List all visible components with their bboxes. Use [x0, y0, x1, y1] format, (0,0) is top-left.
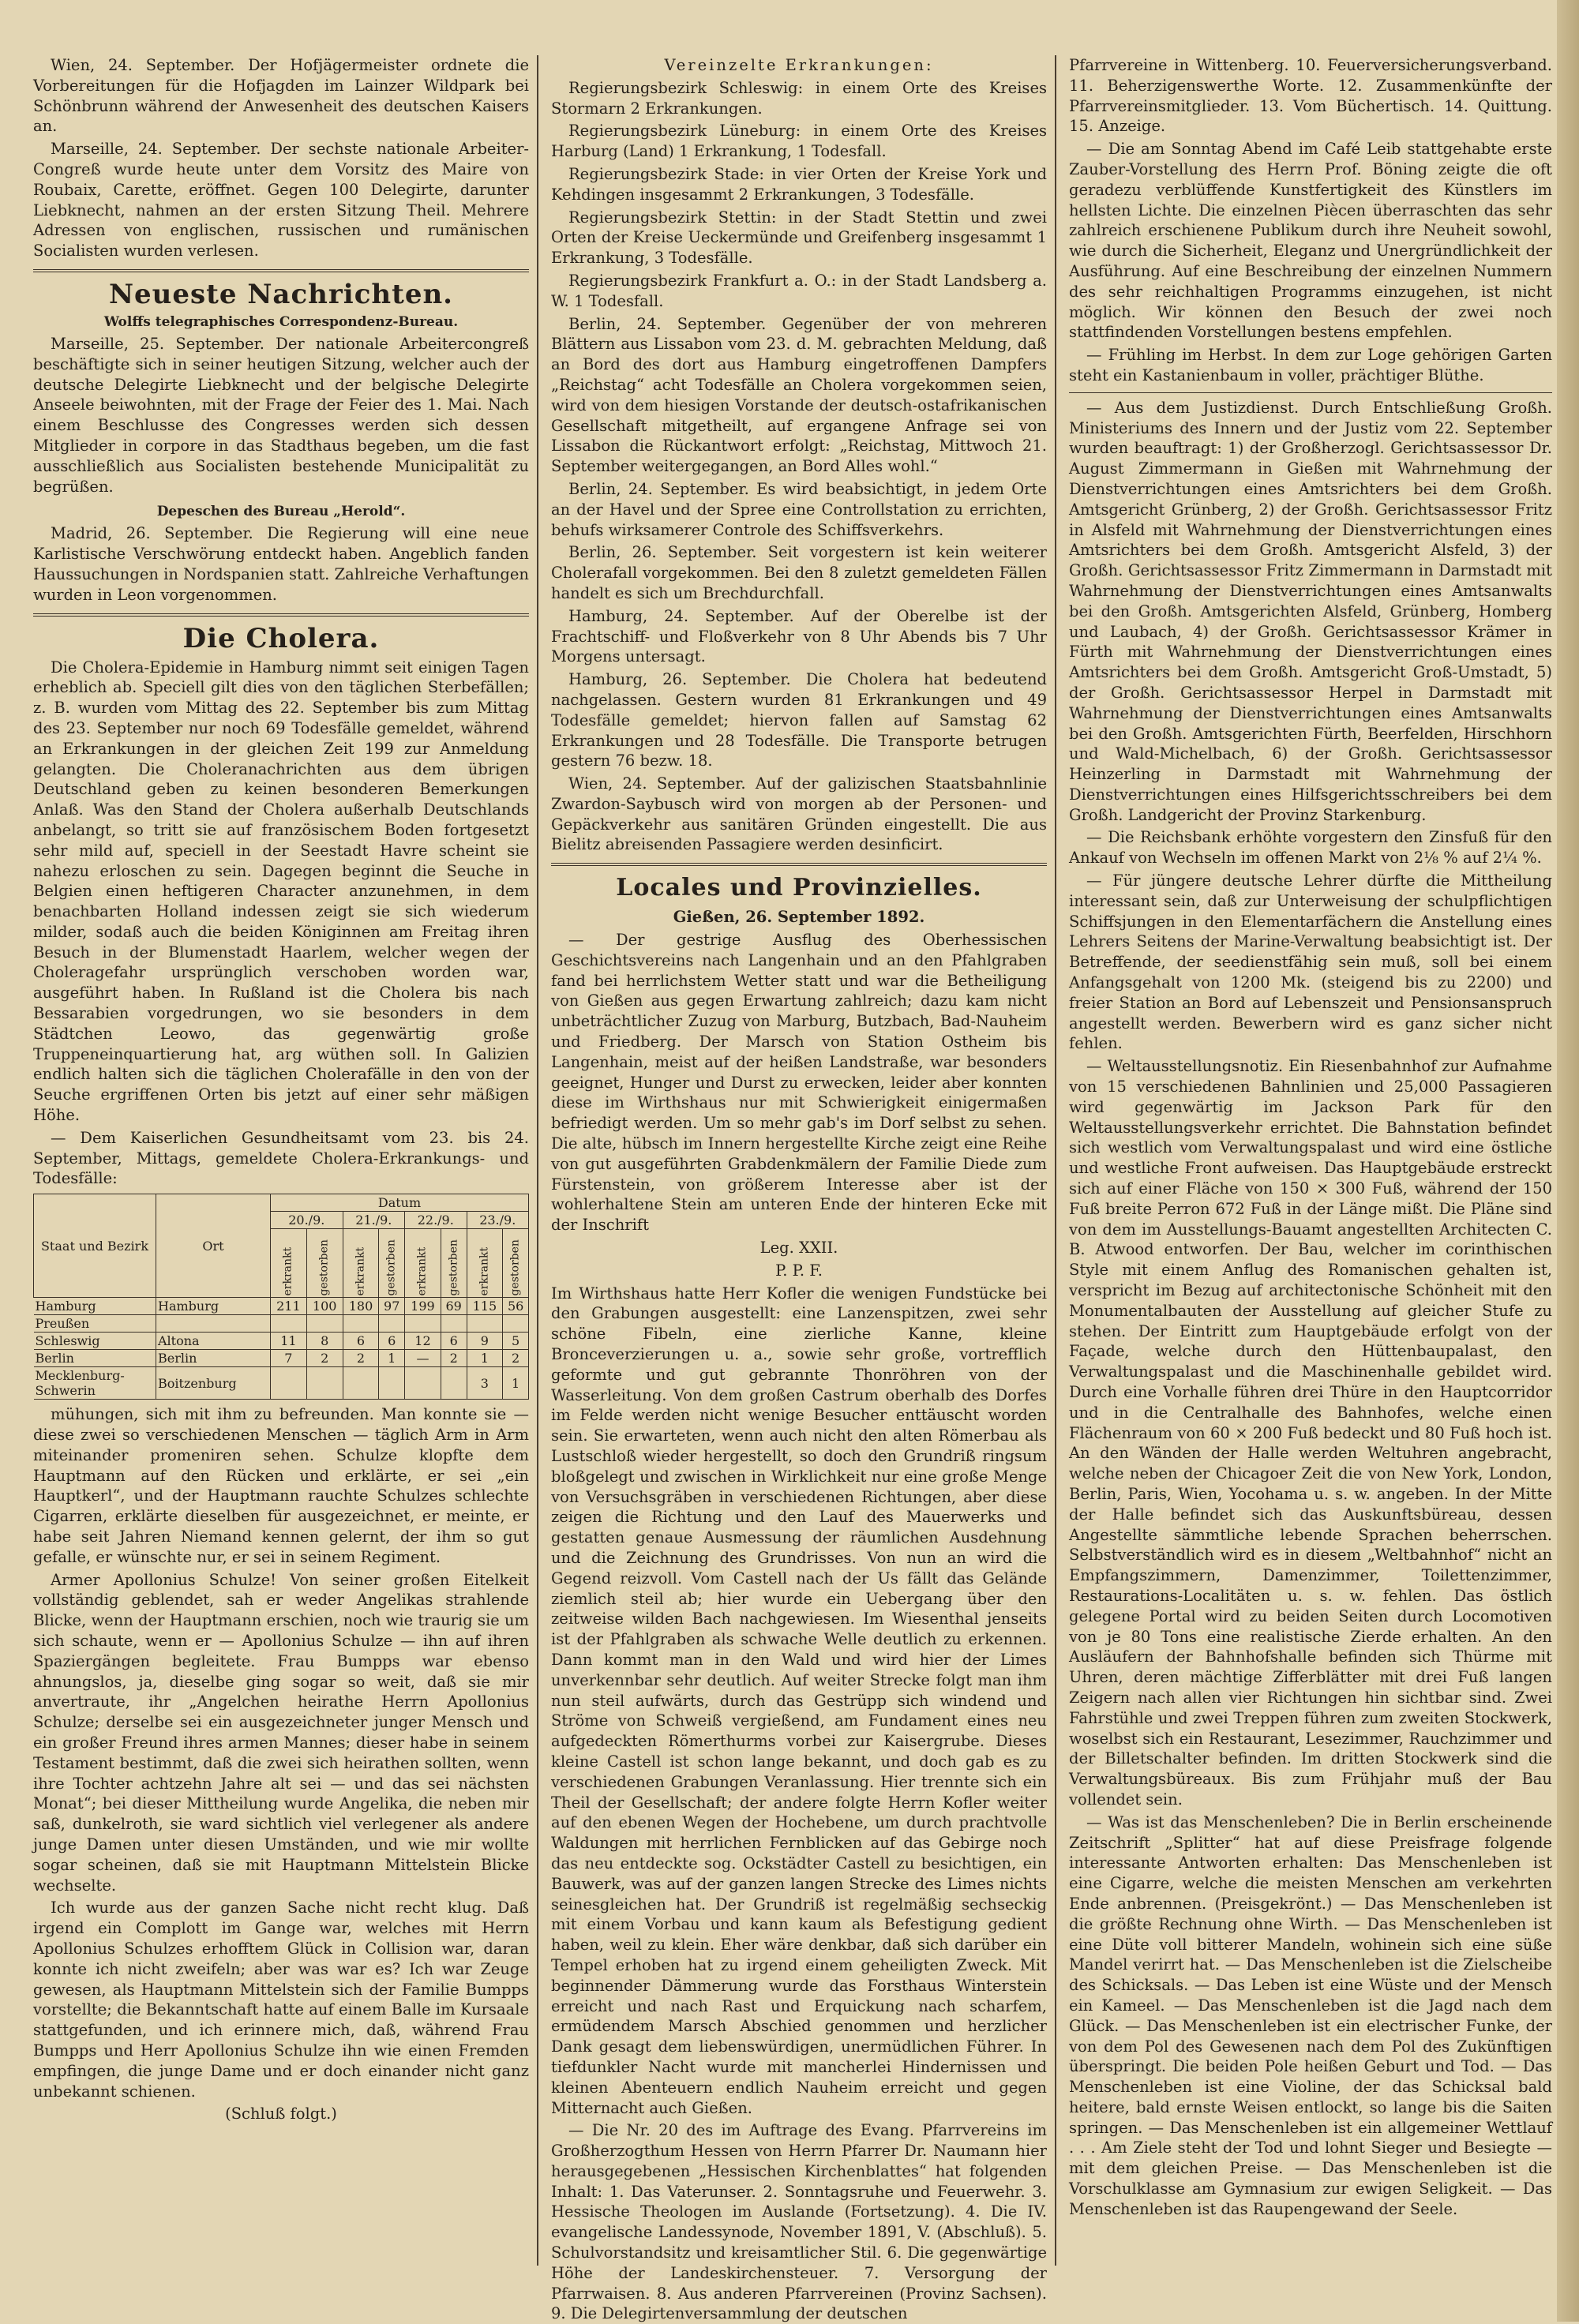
table-row	[34, 1315, 529, 1333]
article-cholera-table-intro: — Dem Kaiserlichen Gesundheitsamt vom 23. bis 24. September, Mittags, gemeldete Cholera-Erkrankungs- und Todesfälle:	[33, 1128, 529, 1188]
table-cell-value: 9	[467, 1333, 503, 1350]
cholera-table	[33, 1194, 529, 1400]
report-frankfurt: Regierungsbezirk Frankfurt a. O.: in der Stadt Landsberg a. W. 1 Todesfall.	[551, 271, 1047, 310]
bureau-heading-herold: Depeschen des Bureau „Herold“.	[156, 504, 406, 520]
article-geschichtsverein-cont: Im Wirthshaus hatte Herr Kofler die wenigen Fundstücke bei den Grabungen ausgestellt: eine Lanzenspitzen, zwei sehr schöne Fibeln, eine zierliche Kanne, kleine Bronceverzierungen u. a., sowie sehr große, vortrefflich geformte und gut gebrannte Thonröhren von der Wasserleitung. Von dem großen Castrum oberhalb des Dorfes im Felde werden nicht wenige Besucher enttäuscht worden sein. Sie erwarteten, wenn auch nicht den alten Römerbau als Lustschloß wieder hergestellt, so doch den Grundriß ringsum bloßgelegt und zwischen in Wirklichkeit nur eine große Menge von Versuchsgräben in verschiedenen Richtungen, aber diese zeigen die Richtung und den Lauf des Mauerwerks und gestatten genaue Ausmessung der räumlichen Ausdehnung und die Zeichnung des Grundrisses. Von nun an wird die Gegend reizvoll. Vom Castell nach der Us fällt das Gelände ziemlich steil ab; hier wurde ein Uebergang über den zeitweise wilden Bach nachgewiesen. Im Wiesenthal jenseits ist der Pfahlgraben als schwache Welle deutlich zu erkennen. Dann kommt man in den Wald und wird hier der Limes unverkennbar sehr deutlich. Auf weiter Strecke folgt man ihm nun steil aufwärts, durch das Gestrüpp sich windend und Ströme von Schweiß vergießend, am Fundament eines neu aufgedeckten Römerthurms vorbei zur Kaisergrube. Dieses kleine Castell ist schon lange bekannt, und doch gab es zu verschiedenen Grabungen Veranlassung. Hier trennte sich ein Theil der Gesellschaft; der andere folgte Herrn Kofler weiter auf den ebenen Wegen der Hochebene, um durch prachtvolle Waldungen mit herrlichen Fernblicken auf das Gebirge noch das neu entdeckte sog. Ockstädter Castell zu besichtigen, ein Bauwerk, was auf der ganzen langen Strecke des Limes nichts seinesgleichen hat. Der Grundriß ist regelmäßig sechseckig mit einem Vorbau und kann kaum als Befestigung gedient haben, weil zu klein. Eher wäre denkbar, daß sich darüber ein Tempel erhoben hat zu irgend einem geheiligten Zweck. Mit beginnender Dämmerung wurde das Forsthaus Winterstein erreicht und nach Rast und Erquickung nach scharfem, ermüdendem Marsch Abschied genommen und herzlicher Dank gesagt dem liebenswürdigen, unermüdlichen Führer. In tiefdunkler Nacht wurde mit mancherlei Hindernissen und kleinen Abenteuern endlich Nauheim erreicht und gegen Mitternacht auch Gießen.	[551, 1284, 1047, 2117]
section-rule	[551, 863, 1047, 866]
table-cell-value	[441, 1367, 467, 1400]
table-cell-value	[343, 1367, 379, 1400]
report-stettin: Regierungsbezirk Stettin: in der Stadt Stettin und zwei Orten der Kreise Ueckermünde und Greifenberg insgesammt 1 Erkrankung, 3 Todesfälle.	[551, 208, 1047, 268]
section-title-neueste: Neueste Nachrichten.	[108, 278, 454, 310]
table-cell-value	[503, 1315, 529, 1333]
section-rule	[33, 269, 529, 272]
table-cell-value: 7	[271, 1350, 307, 1367]
article-hamburg-2: Hamburg, 26. September. Die Cholera hat bedeutend nachgelassen. Gestern wurden 81 Erkrankungen und 49 Todesfälle gemeldet; hiervon fallen auf Samstag 62 Erkrankungen und 28 Todesfälle. Die Transporte betrugen gestern 76 bezw. 18.	[551, 670, 1047, 770]
table-date: 21./9.	[343, 1212, 404, 1229]
feuilleton-paragraph: Ich wurde aus der ganzen Sache nicht recht klug. Daß irgend ein Complott im Gange war, welches mit Herrn Apollonius Schulzes erhofftem Glück in Collision war, daran konnte ich nicht zweifeln; aber was war es? Ich war Zeuge gewesen, als Hauptmann Mittelstein sich der Familie Bumpps vorstellte; die Bekanntschaft hatte auf einem Balle im Kursaale stattgefunden, und ich erinnere mich, daß, während Frau Bumpps und Herr Apollonius Schulze ihn wie einen Fremden empfingen, die junge Dame und er doch einander nicht ganz unbekannt schienen.	[33, 1899, 529, 2101]
newspaper-page	[24, 55, 1555, 2323]
table-date: 20./9.	[271, 1212, 343, 1229]
table-cell-value: 211	[271, 1298, 307, 1315]
table-cell-value	[343, 1315, 379, 1333]
article-hamburg-1: Hamburg, 24. September. Auf der Oberelbe ist der Frachtschiff- und Floßverkehr von 8 Uhr Abends bis 7 Uhr Morgens untersagt.	[551, 606, 1047, 666]
table-sub-erkrankt: erkrankt	[478, 1247, 491, 1296]
table-cell-staat: Berlin	[34, 1350, 156, 1367]
feuilleton-paragraph: mühungen, sich mit ihm zu befreunden. Man konnte sie — diese zwei so verschiedenen Menschen — täglich Arm in Arm miteinander promeniren sehen. Schulze klopfte dem Hauptmann auf den Rücken und erklärte, er sei „ein Hauptkerl“, und der Hauptmann rauchte Schulzes schlechte Cigarren, erklärte dieselben für ausgezeichnet, er meinte, er habe seit Jahren Niemand kennen gelernt, der ihm so gut gefalle, er wünschte nur, er sei in seinem Regiment.	[33, 1405, 529, 1566]
table-cell-value: 97	[379, 1298, 405, 1315]
table-cell-staat: Schleswig	[34, 1333, 156, 1350]
report-lueneburg: Regierungsbezirk Lüneburg: in einem Orte des Kreises Harburg (Land) 1 Erkrankung, 1 Todesfall.	[551, 122, 1047, 161]
table-cell-value: 12	[405, 1333, 441, 1350]
report-schleswig: Regierungsbezirk Schleswig: in einem Orte des Kreises Stormarn 2 Erkrankungen.	[551, 78, 1047, 118]
article-berlin-2: Berlin, 24. September. Es wird beabsichtigt, in jedem Orte an der Havel und der Spree eine Controllstation zu errichten, behufs wirksamerer Controle des Schiffsverkehrs.	[551, 479, 1047, 539]
article-berlin-1: Berlin, 24. September. Gegenüber der von mehreren Blättern aus Lissabon vom 23. d. M. gebrachten Meldung, daß an Bord des dort aus Hamburg eingetroffenen Dampfers „Reichstag“ acht Todesfälle an Cholera vorgekommen seien, wird von dem hiesigen Vorstande der deutsch-ostafrikanischen Gesellschaft mitgetheilt, auf ergangene Anfrage sei von Lissabon die Rückantwort erfolgt: „Reichstag, Mittwoch 21. September weitergegangen, an Bord Alles wohl.“	[551, 314, 1047, 476]
table-cell-staat: Hamburg	[34, 1298, 156, 1315]
table-sub-erkrankt: erkrankt	[281, 1247, 294, 1296]
table-cell-value	[306, 1367, 343, 1400]
table-cell-value: 6	[379, 1333, 405, 1350]
article-justizdienst: — Aus dem Justizdienst. Durch Entschließung Großh. Ministeriums des Innern und der Justiz vom 22. September wurden beauftragt: 1) der Großherzogl. Gerichtsassessor Dr. August Zimmermann in Gießen mit Wahrnehmung der Dienstverrichtungen eines Amtsrichters bei dem Großh. Amtsgericht Grünberg, 2) der Großh. Gerichtsassessor Fritz in Alsfeld mit Wahrnehmung der Dienstverrichtungen eines Amtsrichters bei dem Großh. Amtsgericht Alsfeld, 3) der Großh. Gerichtsassessor Fritz Zimmermann in Darmstadt mit Wahrnehmung der Dienstverrichtungen eines Amtsanwalts bei den Großh. Amtsgerichten Alsfeld, Grünberg, Homberg und Laubach, 4) der Großh. Gerichtsassessor Krämer in Fürth mit Wahrnehmung der Dienstverrichtungen eines Amtsrichters bei dem Großh. Amtsgericht Groß-Umstadt, 5) der Großh. Gerichtsassessor Herpel in Darmstadt mit Wahrnehmung der Dienstverrichtungen eines Amtsanwalts bei den Großh. Amtsgerichten Fürth, Beerfelden, Hirschhorn und Wald-Michelbach, 6) der Großh. Gerichtsassessor Heinzerling in Darmstadt mit Wahrnehmung der Dienstverrichtungen eines Hilfsgerichtsschreibers bei dem Großh. Landgericht der Provinz Starkenburg.	[1069, 398, 1552, 824]
table-cell-value: 56	[503, 1298, 529, 1315]
table-cell-value: 69	[441, 1298, 467, 1315]
table-sub-gestorben: gestorben	[447, 1239, 460, 1296]
table-cell-value: 8	[306, 1333, 343, 1350]
table-cell-value: 1	[503, 1367, 529, 1400]
table-cell-value: 180	[343, 1298, 379, 1315]
table-cell-value: 1	[379, 1350, 405, 1367]
table-cell-value: 2	[441, 1350, 467, 1367]
article-reichsbank: — Die Reichsbank erhöhte vorgestern den Zinsfuß für den Ankauf von Wechseln im offenen Markt von 2⅛ % auf 2¼ %.	[1069, 828, 1552, 868]
table-cell-value	[379, 1367, 405, 1400]
table-cell-value	[271, 1367, 307, 1400]
table-row	[34, 1367, 529, 1400]
table-cell-value: 3	[467, 1367, 503, 1400]
article-fruehling: — Frühling im Herbst. In dem zur Loge gehörigen Garten steht ein Kastanienbaum in voller, prächtiger Blüthe.	[1069, 346, 1552, 384]
table-cell-value: 5	[503, 1333, 529, 1350]
column-rule	[537, 55, 538, 2266]
table-cell-value: 100	[306, 1298, 343, 1315]
article-rule	[1069, 392, 1552, 393]
report-stade: Regierungsbezirk Stade: in vier Orten der Kreise York und Kehdingen insgesammt 2 Erkrankungen, 3 Todesfälle.	[551, 164, 1047, 204]
dateline: Gießen, 26. September 1892.	[673, 908, 925, 927]
table-cell-ort: Hamburg	[156, 1298, 271, 1315]
table-cell-value	[379, 1315, 405, 1333]
table-cell-value: 6	[343, 1333, 379, 1350]
table-row	[34, 1350, 529, 1367]
table-row	[34, 1333, 529, 1350]
table-cell-staat: Preußen	[34, 1315, 156, 1333]
table-cell-value	[306, 1315, 343, 1333]
column-middle	[551, 55, 1047, 2323]
page-edge-shadow	[1557, 0, 1579, 2322]
section-title-locales: Locales und Provinzielles.	[616, 874, 982, 902]
table-cell-value: 199	[405, 1298, 441, 1315]
article-marseille: Marseille, 24. September. Der sechste nationale Arbeiter-Congreß wurde heute unter dem Vorsitz des Maire von Roubaix, Carette, eröffnet. Gegen 100 Delegirte, darunter Liebknecht, nahmen an der ersten Sitzung Theil. Mehrere Adressen von englischen, russischen und rumänischen Socialisten wurden verlesen.	[33, 140, 529, 261]
article-geschichtsverein: — Der gestrige Ausflug des Oberhessischen Geschichtsvereins nach Langenhain und an den Pfahlgraben fand bei herrlichstem Wetter statt und war die Betheiligung von Gießen aus gegen Erwartung zahlreich; dazu kam nicht unbeträchtlicher Zuzug von Marburg, Butzbach, Bad-Nauheim und Friedberg. Der Marsch von Station Ostheim bis Langenhain, meist auf der heißen Landstraße, war besonders geeignet, Hunger und Durst zu erwecken, leider aber konnten diese im Wirthshaus nur mit Schwierigkeit einigermaßen befriedigt werden. Um so mehr gab's im Dorf selbst zu sehen. Die alte, hübsch im Innern hergestellte Kirche zeigt eine Reihe von gut ausgeführten Grabdenkmälern der Familie Diede zum Fürstenstein, von größerem Interesse aber ist der wohlerhaltene Stein am unteren Ende der hinteren Ecke mit der Inschrift	[551, 931, 1047, 1235]
table-sub-gestorben: gestorben	[384, 1239, 398, 1296]
article-marseille-2: Marseille, 25. September. Der nationale Arbeitercongreß beschäftigte sich in seiner heutigen Sitzung, welcher auch der deutsche Delegirte Liebknecht und der belgische Delegirte Anseele beiwohnten, mit der Frage der Feier des 1. Mai. Nach einem Beschlusse des Congresses werden sich dessen Mitglieder in corpore in das Stadthaus begeben, um die fast ausschließlich aus Socialisten bestehende Municipalität zu begrüßen.	[33, 334, 529, 496]
table-header-datum: Datum	[271, 1194, 529, 1212]
article-berlin-3: Berlin, 26. September. Seit vorgestern ist kein weiterer Cholerafall vorgekommen. Bei den 8 zuletzt gemeldeten Fällen handelt es sich um Brechdurchfall.	[551, 543, 1047, 602]
table-sub-gestorben: gestorben	[508, 1239, 522, 1296]
table-cell-value	[405, 1367, 441, 1400]
article-kirchenblatt-cont: Pfarrvereine in Wittenberg. 10. Feuerversicherungsverband. 11. Beherzigenswerthe Worte. 12. Zusammenkünfte der Pfarrvereinsmitglieder. 13. Vom Büchertisch. 14. Quittung. 15. Anzeige.	[1069, 56, 1552, 136]
table-cell-value	[467, 1315, 503, 1333]
inscription-line: P. P. F.	[775, 1261, 823, 1280]
table-cell-value: 115	[467, 1298, 503, 1315]
table-sub-gestorben: gestorben	[317, 1239, 331, 1296]
table-cell-value: 2	[503, 1350, 529, 1367]
article-weltausstellung: — Weltausstellungsnotiz. Ein Riesenbahnhof zur Aufnahme von 15 verschiedenen Bahnlinien und 25,000 Passagieren wird gegenwärtig im Jackson Park für den Weltausstellungsverkehr errichtet. Die Bahnstation befindet sich westlich vom Verwaltungspalast und wird eine östliche und westliche Front aufweisen. Das Hauptgebäude erstreckt sich auf einer Fläche von 150 × 300 Fuß, während der 150 Fuß breite Perron 672 Fuß in der Länge mißt. Die Pläne sind von dem im Ausstellungs-Bauamt angestellten Architecten C. B. Atwood entworfen. Der Bau, welcher im corinthischen Style mit einem Anflug des Romanischen gehalten ist, verspricht im Bezug auf architectonische Schönheit mit den Monumentalbauten der Ausstellung auf gleicher Stufe zu stehen. Der Eintritt zum Hauptgebäude erfolgt von der Façade, welche durch den Hüttenbaupalast, den Verwaltungspalast und die Maschinenhalle gebildet wird. Durch eine Vorhalle führen drei Thüre in den Hauptcorridor und in die Centralhalle des Bahnhofes, welche einen Flächenraum von 60 × 200 Fuß bedeckt und 80 Fuß hoch ist. An den Wänden der Halle werden Weltuhren angebracht, welche neben der Chicagoer Zeit die von New York, London, Berlin, Paris, Wien, Yocohama u. s. w. angeben. In der Mitte der Halle befindet sich das Auskunftsbüreau, dessen Angestellte sämmtliche lebende Sprachen beherrschen. Selbstverständlich wird es in diesem „Weltbahnhof“ nicht an Empfangszimmern, Damenzimmer, Toilettenzimmer, Restaurations-Localitäten u. s. w. fehlen. Das östlich gelegene Portal wird zu beiden Seiten durch Locomotiven von je 80 Tons eine realistische Zierde erhalten. An den Ausläufern der Bahnhofshalle befinden sich Thürme mit Uhren, deren mächtige Zifferblätter mit drei Fuß langen Zeigern nach allen vier Richtungen hin sichtbar sind. Zwei Fahrstühle und zwei Treppen führen zum zweiten Stockwerk, woselbst sich ein Restaurant, Lesezimmer, Rauchzimmer und der Billetschalter befinden. Im dritten Stockwerk sind die Verwaltungsbüreaux. Bis zum Frühjahr muß der Bau vollendet sein.	[1069, 1057, 1552, 1809]
article-kirchenblatt: — Die Nr. 20 des im Auftrage des Evang. Pfarrvereins im Großherzogthum Hessen von Herrn Pfarrer Dr. Naumann hier herausgegebenen „Hessischen Kirchenblattes“ hat folgenden Inhalt: 1. Das Vaterunser. 2. Sonntagsruhe und Feuerwehr. 3. Hessische Theologen im Auslande (Fortsetzung). 4. Die IV. evangelische Landessynode, November 1891, V. (Abschluß). 5. Schulvorstandsitz und kreisamtlicher Stil. 6. Die gegenwärtige Höhe der Landeskirchensteuer. 7. Versorgung der Pfarrwaisen. 8. Aus anderen Pfarrvereinen (Provinz Sachsen). 9. Die Delegirtenversammlung der deutschen	[551, 2121, 1047, 2323]
table-cell-value: 2	[306, 1350, 343, 1367]
table-cell-value: —	[405, 1350, 441, 1367]
article-wien-2: Wien, 24. September. Auf der galizischen Staatsbahnlinie Zwardon-Saybusch wird von morgen ab der Personen- und Gepäckverkehr aus sanitären Gründen eingestellt. Die aus Bielitz abreisenden Passagiere werden desinficirt.	[551, 774, 1047, 854]
article-zauber: — Die am Sonntag Abend im Café Leib stattgehabte erste Zauber-Vorstellung des Herrn Prof. Böning zeigte die oft geradezu verblüffende Kunstfertigkeit des Künstlers im hellsten Lichte. Die einzelnen Piècen überraschten das sehr zahlreich erschienene Publikum durch ihre Neuheit sowohl, wie durch die Sicherheit, Eleganz und Unergründlichkeit der Ausführung. Auf eine Beschreibung der einzelnen Nummern des sehr reichhaltigen Programms einzugehen, ist nicht möglich. Wir können den Besuch der zwei noch stattfindenden Vorstellungen bestens empfehlen.	[1069, 140, 1552, 342]
table-cell-value	[441, 1315, 467, 1333]
feuilleton-paragraph: Armer Apollonius Schulze! Von seiner großen Eitelkeit vollständig geblendet, sah er weder Angelikas strahlende Blicke, wenn der Hauptmann erschien, noch wie traurig sie um sich schaute, wenn er — Apollonius Schulze — ihn auf ihren Spaziergängen begleitete. Frau Bumpps war ebenso ahnungslos, ja, dieselbe ging sogar so weit, daß sie mir anvertraute, ihr „Angelchen heirathe Herrn Apollonius Schulze; derselbe sei ein ausgezeichneter junger Mensch und ein großer Freund ihres armen Mannes; dieser habe in seinem Testament bestimmt, daß die zwei sich heirathen sollten, wenn ihre Tochter achtzehn Jahre alt sei — und das sei nächsten Monat“; bei dieser Mittheilung wurde Angelika, die neben mir saß, dunkelroth, sie ward sichtlich viel verlegener als andere junge Damen unter diesen Umständen, und wie mir wollte sogar scheinen, daß sie mit Hauptmann Mittelstein Blicke wechselte.	[33, 1570, 529, 1895]
table-row	[34, 1298, 529, 1315]
article-wien: Wien, 24. September. Der Hofjägermeister ordnete die Vorbereitungen für die Hofjagden im Lainzer Wildpark bei Schönbrunn während der Anwesenheit des deutschen Kaisers an.	[33, 56, 529, 136]
table-cell-ort: Berlin	[156, 1350, 271, 1367]
column-right	[1069, 55, 1552, 2266]
feuilleton-continued: (Schluß folgt.)	[225, 2105, 337, 2123]
section-rule	[33, 613, 529, 617]
article-madrid: Madrid, 26. September. Die Regierung will eine neue Karlistische Verschwörung entdeckt haben. Angeblich fanden Haussuchungen in Nordspanien statt. Zahlreiche Verhaftungen wurden in Leon vorgenommen.	[33, 524, 529, 604]
article-lehrer: — Für jüngere deutsche Lehrer dürfte die Mittheilung interessant sein, daß zur Unterweisung der schulpflichtigen Schiffsjungen in den Elementarfächern die Anstellung eines Lehrers Seitens der Marine-Verwaltung beabsichtigt ist. Der Betreffende, der seedienstfähig sein muß, soll bei einem Anfangsgehalt von 1200 Mk. (steigend bis zu 2200) und freier Station an Bord auf Lebenszeit und Pensionsanspruch angestellt werden. Bewerbern wird es ganz sicher nicht fehlen.	[1069, 872, 1552, 1053]
table-cell-staat: Mecklenburg-Schwerin	[34, 1367, 156, 1400]
table-sub-erkrankt: erkrankt	[415, 1247, 429, 1296]
column-rule	[1055, 55, 1056, 2266]
table-date: 23./9.	[467, 1212, 529, 1229]
inscription-line: Leg. XXII.	[759, 1239, 838, 1258]
subheading-vereinzelte: Vereinzelte Erkrankungen:	[664, 56, 934, 74]
table-sub-erkrankt: erkrankt	[354, 1247, 367, 1296]
table-cell-value	[405, 1315, 441, 1333]
table-cell-ort: Altona	[156, 1333, 271, 1350]
article-menschenleben: — Was ist das Menschenleben? Die in Berlin erscheinende Zeitschrift „Splitter“ hat auf diese Preisfrage folgende interessante Antworten erhalten: Das Menschenleben ist eine Cigarre, welche die meisten Menschen am verkehrten Ende anbrennen. (Preisgekrönt.) — Das Menschenleben ist die größte Rechnung ohne Wirth. — Das Menschenleben ist eine Düte voll bitterer Mandeln, wohinein sich eine süße Mandel verirrt hat. — Das Menschenleben ist die Zielscheibe des Schicksals. — Das Leben ist eine Wüste und der Mensch ein Kameel. — Das Menschenleben ist die Jagd nach dem Glück. — Das Menschenleben ist ein electrischer Funke, der von dem Pol des Gewesenen nach dem Pol des Zukünftigen überspringt. Die beiden Pole heißen Geburt und Tod. — Das Menschenleben ist eine Violine, der das Schicksal bald heitere, bald ernste Weisen entlockt, so lange bis die Saiten springen. — Das Menschenleben ist ein allgemeiner Wettlauf . . . Am Ziele steht der Tod und lohnt Sieger und Besiegte — mit dem gleichen Preise. — Das Menschenleben ist die Vorschulklasse am Gymnasium zur ewigen Seligkeit. — Das Menschenleben ist das Raupengewand der Seele.	[1069, 1812, 1552, 2218]
article-cholera: Die Cholera-Epidemie in Hamburg nimmt seit einigen Tagen erheblich ab. Speciell gilt dies von den täglichen Sterbefällen; z. B. wurden vom Mittag des 22. September bis zum Mittag des 23. September nur noch 69 Todesfälle gemeldet, während an Erkrankungen in der gleichen Zeit 199 zur Anmeldung gelangten. Die Choleranachrichten aus dem übrigen Deutschland geben zu keinen besonderen Bemerkungen Anlaß. Was den Stand der Cholera außerhalb Deutschlands anbelangt, so tritt sie auf französischem Boden fortgesetzt sehr mild auf, speciell in der Seestadt Havre scheint sie nahezu erloschen zu sein. Dagegen beginnt die Seuche in Belgien einen heftigeren Character anzunehmen, in dem benachbarten Holland indessen zeigt sie sich wiederum milder, sodaß auch die beiden Königinnen am Freitag ihren Besuch in der Blumenstadt Haarlem, welcher wegen der Choleragefahr ursprünglich verschoben worden war, ausgeführt haben. In Rußland ist die Cholera bis nach Bessarabien vorgedrungen, wo sie besonders in dem Städtchen Leowo, das gegenwärtig große Truppeneinquartierung hat, arg wüthen soll. In Galizien endlich halten sich die täglichen Cholerafälle in den von der Seuche ergriffenen Orten bis jetzt auf einer sehr mäßigen Höhe.	[33, 658, 529, 1125]
table-date: 22./9.	[405, 1212, 467, 1229]
column-left	[33, 55, 529, 2266]
table-cell-value: 11	[271, 1333, 307, 1350]
table-cell-value	[271, 1315, 307, 1333]
table-cell-value: 2	[343, 1350, 379, 1367]
table-header-ort: Ort	[156, 1194, 271, 1298]
table-cell-ort: Boitzenburg	[156, 1367, 271, 1400]
bureau-heading: Wolffs telegraphisches Correspondenz-Bureau.	[103, 313, 459, 330]
section-title-cholera: Die Cholera.	[182, 622, 380, 654]
table-cell-ort	[156, 1315, 271, 1333]
table-cell-value: 6	[441, 1333, 467, 1350]
table-header-staat: Staat und Bezirk	[34, 1194, 156, 1298]
table-cell-value: 1	[467, 1350, 503, 1367]
